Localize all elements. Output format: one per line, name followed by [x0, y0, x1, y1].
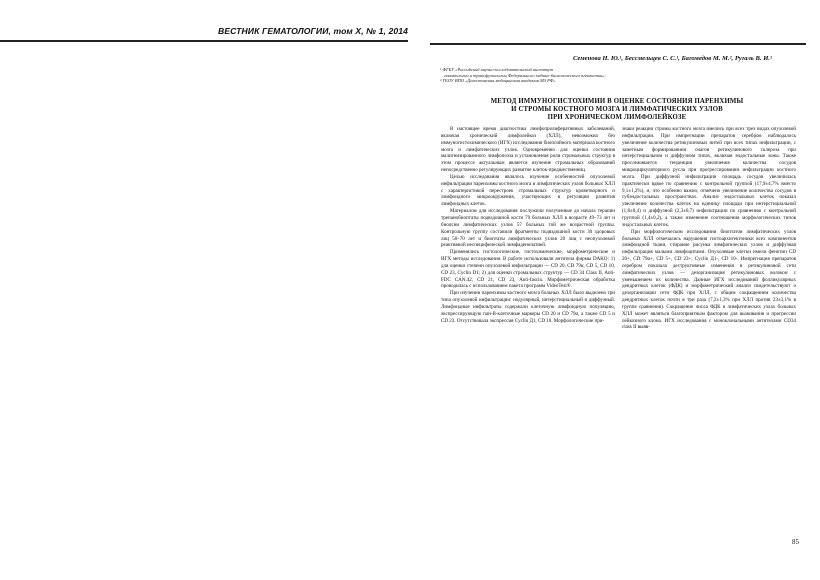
title-line: И СТРОМЫ КОСТНОГО МОЗГА И ЛИМФАТИЧЕСКИХ УЗЛОВ: [511, 106, 723, 113]
paragraph: Материалом для исследования послужили полученные до начала терапии трепанобиоптаты подвздошной кости 79 больных ХЛЛ в возрасте 49–73 лет и биопсии лимфатических узлов 57 больных той же возрастной группы. Контрольную группу составили фрагменты подвздошной кости 30 здоровых лиц 50–70 лет и биоптаты лимфатических узлов 20 лиц с неопухолевой реактивной неспецифической лимфаденопатией.: [441, 208, 615, 249]
affiliation-line: ² ГБОУ ВПО «Дагестанская медицинская академия МЗ РФ»: [440, 78, 556, 84]
paragraph: знаки реакции стромы костного мозга имелись при всех трех видах опухолевой инфильтрации. При импрегнации препаратов серебром наблюдалось увеличение количества ретикулиновых нитей при всех типах инфильтрации, с заметным формированием очагов ретикулинового склероза при интерстициальном и диффузном типах, включая эндостальные зоны. Также прослеживается тенденция увеличения количества сосудов микроциркуляторного русла при прогрессировании инфильтрации костного мозга. При диффузной инфильтрации площадь сосудов увеличилась практически вдвое по сравнению с контрольной группой (17,9±4,7% вместо 9,1±1,2%), и, что особенно важно, отмечено увеличение количества сосудов в субэндостальных пространствах. Анализ эндостальных клеток показал увеличение количества клеток на единицу площади при интерстициальной (1,8±0,4) и диффузной (2,3±0,7) инфильтрации по сравнению с контрольной группой (1,4±0,2), а также изменение соотношения морфологических типов эндостальных клеток.: [622, 126, 796, 228]
article-affiliations: [440, 67, 780, 84]
paragraph: В настоящее время диагностика лимфопролиферативных заболеваний, включая хронический лимфолейкоз (ХЛЛ), невозможна без иммуногистохимического (ИГХ) исследования биопсийного материала костного мозга и лимфатических узлов. Одновременно для оценки состояния малигнизированного лимфопоэза и установления роли стромальных структур в этом процессе актуальным является изучение стромальных образований непосредственно регулирующих развитие клеток-предшественниц.: [441, 126, 615, 174]
right-text-column: [622, 126, 796, 566]
affiliation-line: гематологии и трансфузиологии Федерального медико-биологического агентства»;: [444, 72, 606, 78]
paragraph: При изучении паренхимы костного мозга больных ХЛЛ было выделено три типа опухолевой инфильтрации: нодулярный, интерстициальный и диффузный. Лимфоидные инфильтраты содержали клеточную лимфоидную популяцию, экспрессирующую пан-B-клеточные маркеры CD 20 и CD 79α, а также CD 5 и CD 23. Отсутствовала экспрессия Cyclin Д1, CD 10. Морфологические при-: [441, 290, 615, 324]
title-line: ПРИ ХРОНИЧЕСКОМ ЛИМФОЛЕЙКОЗЕ: [547, 114, 687, 121]
article-title: [450, 98, 784, 122]
paragraph: При морфологическом исследовании биоптатов лимфатических узлов больных ХЛЛ отмечались нарушения гистоархитектоники всех компонентов лимфоидной ткани, стирание рисунка лимфатических узлов и диффузная инфильтрация малыми лимфоцитами. Опухолевые клетки имели фенотип CD 20+, CD 79α+, CD 5+, CD 23+, Cyclin Д1-, CD 10-. Импрегнация препаратов серебром показала деструктивные изменения в ретикулиновой сети лимфатических узлов — дезорганизация ретикулиновых волокон с уменьшением их количества. Данные ИГХ исследований фолликулярных дендритных клеток (ФДК) и морфометрический анализ свидетельствуют о дезорганизации сети ФДК при ХЛЛ, с общим сокращением количества дендритных клеток почти в три раза (7,2±1,3% при ХЛЛ против 23±3,1% в группе сравнения). Сокращение числа ФДК в лимфатических узлах больных ХЛЛ может являться благоприятным фактором для выживания и прогрессии лейкозного клона. ИГХ исследования с моноклональными антителами CD34 class II выяв-: [622, 228, 796, 331]
title-line: МЕТОД ИММУНОГИСТОХИМИИ В ОЦЕНКЕ СОСТОЯНИЯ ПАРЕНХИМЫ: [490, 98, 744, 105]
journal-running-header: ВЕСТНИК ГЕМАТОЛОГИИ, том X, № 1, 2014: [218, 26, 408, 36]
left-text-column: [441, 126, 615, 566]
paragraph: Целью исследования являлось изучение особенностей опухолевой инфильтрации паренхимы костного мозга и лимфатических узлов больных ХЛЛ с характеристикой перестроек стромальных структур кроветворного и лимфоидного микроокружения, участвующих в регуляции развития лимфоидных клеток.: [441, 173, 615, 208]
page-number: 85: [792, 538, 799, 546]
page-top-rule: [430, 43, 806, 45]
paragraph: Применялись гистологические, гистохимические, морфометрические и ИГХ методы исследования. В работе использовали антитела фирмы DAKO: 1) для оценки степени опухолевой инфильтрации — CD 20, CD 79α, CD 5, CD 10, CD 23, Cyclin D1; 2) для оценки стромальных структур — CD 34 Class II, Anti-FDC CAN.42, CD 21, CD 23, Anti-fascin. Морфометрическая обработка проводилась с использованием пакета программ VideoTest®.: [441, 249, 615, 290]
affiliation-line: ¹ ФГБУ «Российский научно-исследовательский институт: [440, 67, 554, 72]
article-authors: Семенова Н. Ю.¹, Бессмельцев С. С.¹, Багомедов М. М.², Ругаль В. И.¹: [572, 55, 772, 62]
header-rule: [0, 40, 408, 42]
